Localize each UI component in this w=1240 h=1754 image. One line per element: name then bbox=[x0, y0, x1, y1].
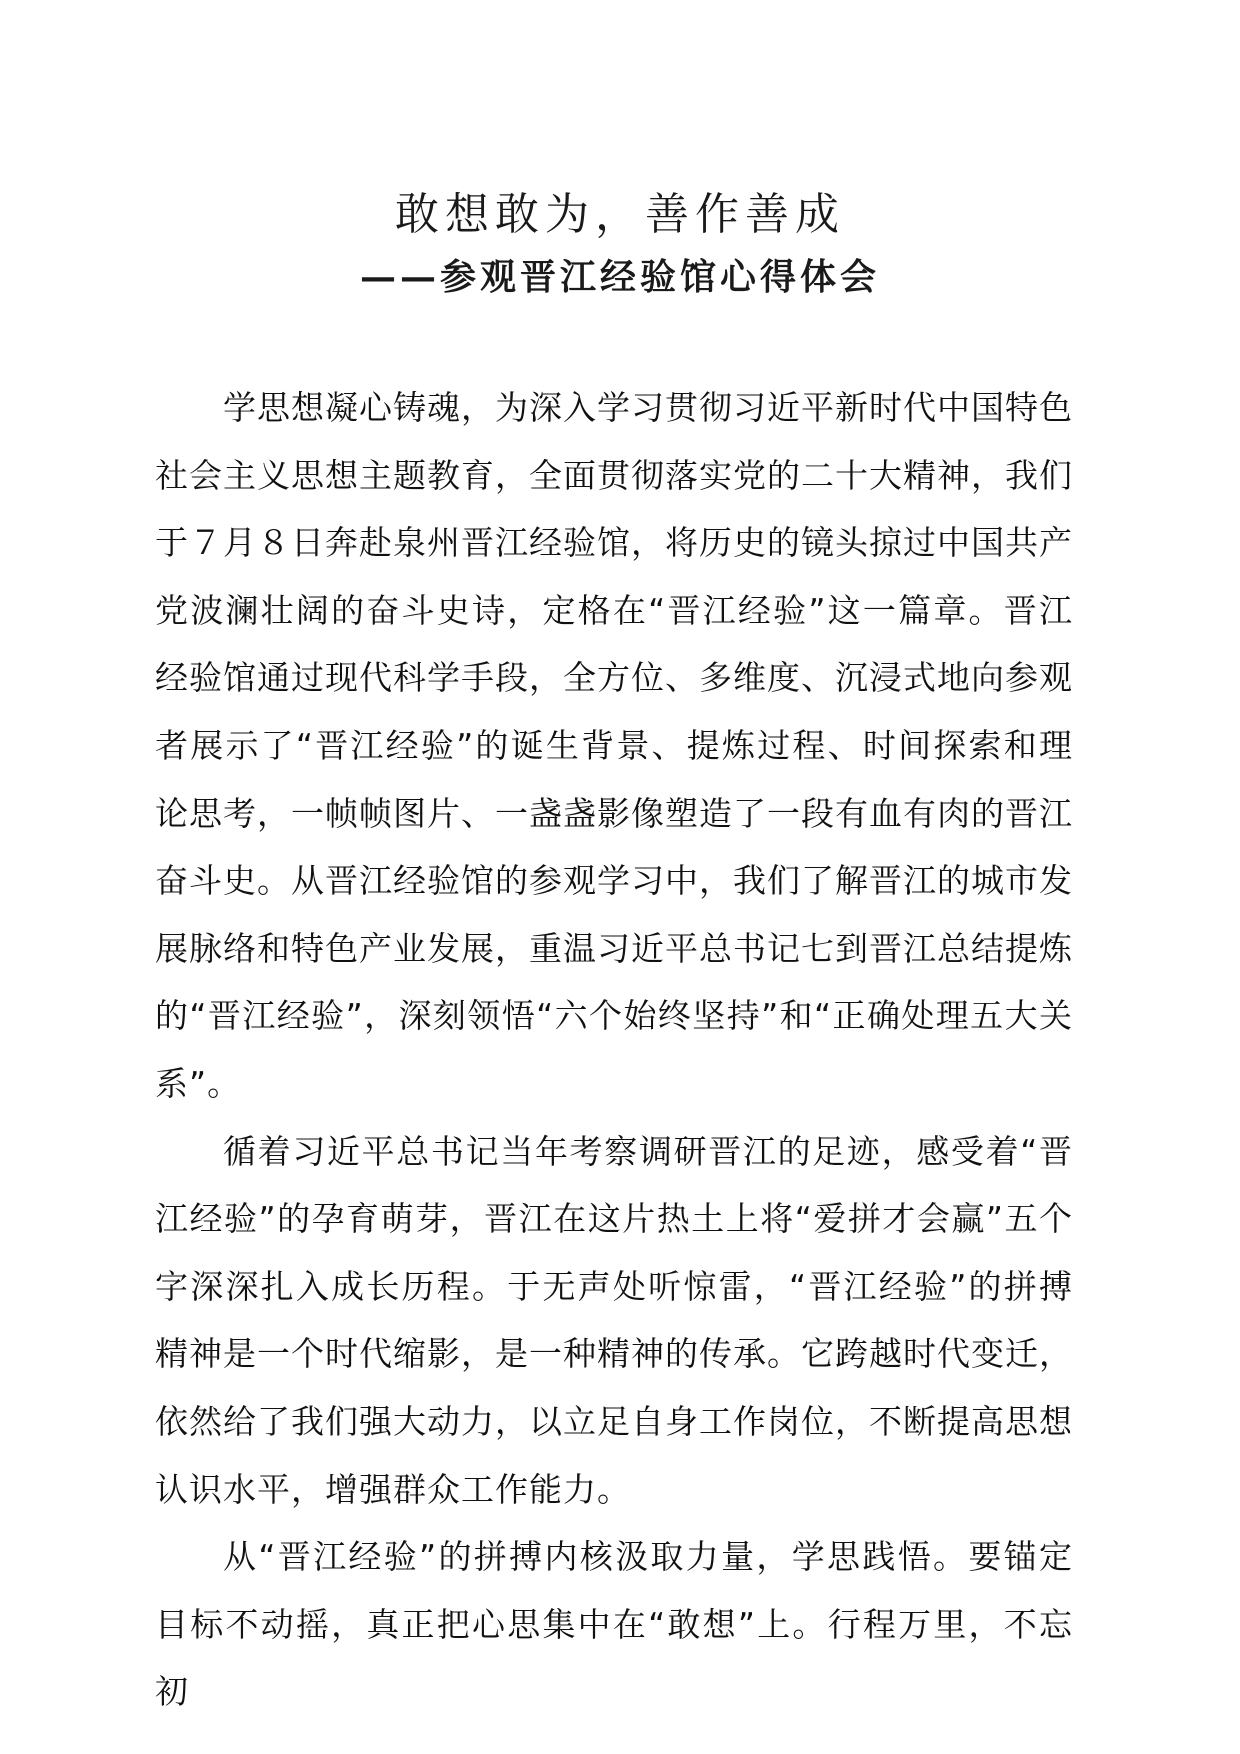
paragraph-3: 从“晋江经验”的拼搏内核汲取力量，学思践悟。要锚定目标不动摇，真正把心思集中在“敢想”上。行程万里，不忘初 bbox=[155, 1537, 1073, 1712]
paragraph-1: 学思想凝心铸魂，为深入学习贯彻习近平新时代中国特色社会主义思想主题教育，全面贯彻落实党的二十大精神，我们于７月８日奔赴泉州晋江经验馆，将历史的镜头掠过中国共产党波澜壮阔的奋斗史诗，定格在“晋江经验”这一篇章。晋江经验馆通过现代科学手段，全方位、多维度、沉浸式地向参观者展示了“晋江经验”的诞生背景、提炼过程、时间探索和理论思考，一帧帧图片、一盏盏影像塑造了一段有血有肉的晋江奋斗史。从晋江经验馆的参观学习中，我们了解晋江的城市发展脉络和特色产业发展，重温习近平总书记七到晋江总结提炼的“晋江经验”，深刻领悟“六个始终坚持”和“正确处理五大关系”。 bbox=[155, 388, 1073, 1103]
document-title: 敢想敢为，善作善成 bbox=[395, 189, 845, 240]
document-subtitle: ——参观晋江经验馆心得体会 bbox=[359, 256, 880, 298]
paragraph-2: 循着习近平总书记当年考察调研晋江的足迹，感受着“晋江经验”的孕育萌芽，晋江在这片热土上将“爱拼才会赢”五个字深深扎入成长历程。于无声处听惊雷，“晋江经验”的拼搏精神是一个时代缩影，是一种精神的传承。它跨越时代变迁，依然给了我们强大动力，以立足自身工作岗位，不断提高思想认识水平，增强群众工作能力。 bbox=[155, 1131, 1073, 1509]
document-body bbox=[155, 374, 1073, 1726]
